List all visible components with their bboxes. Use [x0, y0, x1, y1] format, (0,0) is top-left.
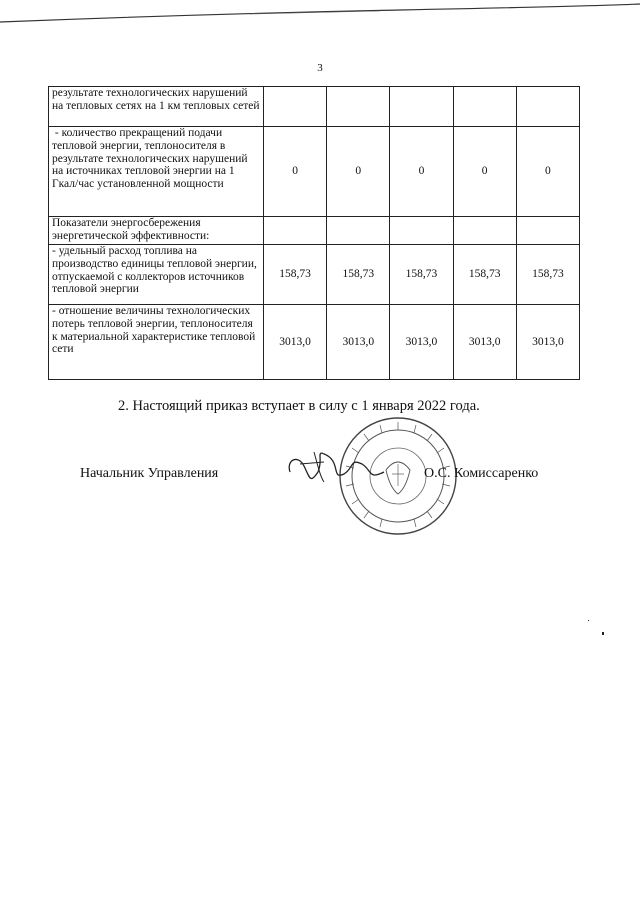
table-cell — [453, 87, 516, 127]
table-cell: 0 — [516, 127, 579, 217]
table-cell — [516, 217, 579, 245]
scan-speck — [588, 620, 589, 621]
table-cell — [264, 87, 327, 127]
table-cell: 0 — [264, 127, 327, 217]
effective-date-clause: 2. Настоящий приказ вступает в силу с 1 января 2022 года. — [118, 398, 480, 414]
table-cell: 158,73 — [327, 245, 390, 305]
table-cell: 3013,0 — [390, 305, 453, 380]
table-cell — [264, 217, 327, 245]
signatory-position: Начальник Управления — [80, 466, 219, 481]
table-row — [49, 245, 580, 305]
table-cell: 158,73 — [453, 245, 516, 305]
row-label: - отношение величины технологических потерь тепловой энергии, теплоносителя к материальной характеристике тепловой сети — [49, 305, 264, 380]
row-label: Показатели энергосбережения энергетической эффективности: — [49, 217, 264, 245]
page-number: 3 — [317, 62, 323, 74]
indicators-table — [48, 86, 580, 380]
table-cell — [390, 87, 453, 127]
table-cell: 3013,0 — [264, 305, 327, 380]
table-cell: 3013,0 — [453, 305, 516, 380]
table-cell — [516, 87, 579, 127]
signatory-name: О.С. Комиссаренко — [424, 466, 539, 481]
row-label: - удельный расход топлива на производство единицы тепловой энергии, отпускаемой с коллекторов источников тепловой энергии — [49, 245, 264, 305]
table-cell: 158,73 — [264, 245, 327, 305]
table-cell — [327, 87, 390, 127]
table-cell — [453, 217, 516, 245]
table-cell: 3013,0 — [516, 305, 579, 380]
table-cell: 0 — [390, 127, 453, 217]
table-row — [49, 127, 580, 217]
table-cell — [327, 217, 390, 245]
row-label: результате технологических нарушений на тепловых сетях на 1 км тепловых сетей — [49, 87, 264, 127]
table-cell: 3013,0 — [327, 305, 390, 380]
table-cell: 0 — [327, 127, 390, 217]
scan-edge-line — [0, 0, 640, 30]
row-label: - количество прекращений подачи тепловой энергии, теплоносителя в результате технологических нарушений на источниках тепловой энергии на 1 Гкал/час установленной мощности — [49, 127, 264, 217]
table-cell: 158,73 — [390, 245, 453, 305]
scan-speck — [602, 632, 604, 635]
table-row — [49, 217, 580, 245]
table-row — [49, 87, 580, 127]
table-cell — [390, 217, 453, 245]
handwritten-signature — [284, 442, 394, 492]
table-row — [49, 305, 580, 380]
table-cell: 158,73 — [516, 245, 579, 305]
table-cell: 0 — [453, 127, 516, 217]
